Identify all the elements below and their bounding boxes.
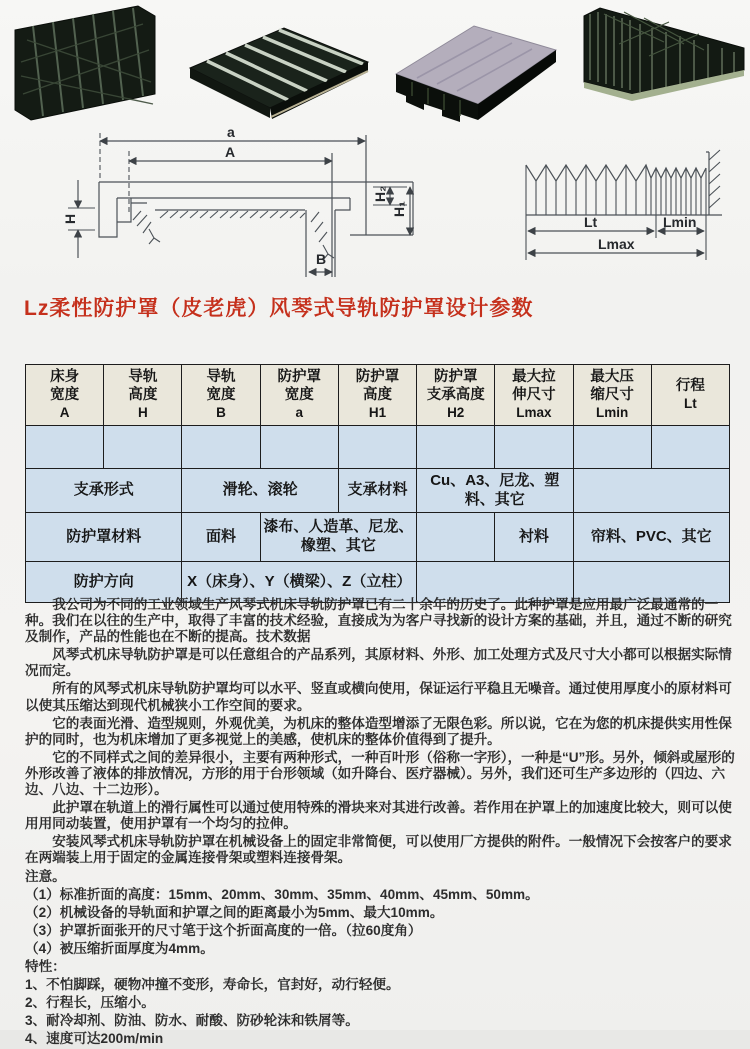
header-cell: 防护罩 高度 H1	[338, 365, 416, 426]
feature-item: 1、不怕脚踩，硬物冲撞不变形，寿命长，官封好，动行轻便。	[25, 977, 400, 993]
flat-top-bellows-photo	[172, 20, 372, 120]
table-cell: 漆布、人造革、尼龙、橡塑、其它	[260, 513, 416, 562]
cross-section-diagram	[55, 125, 475, 295]
table-header-row	[26, 365, 730, 426]
header-cell: 最大拉 伸尺寸 Lmax	[495, 365, 573, 426]
feature-item: 4、速度可达200m/min	[25, 1031, 164, 1047]
paragraph: 它的不同样式之间的差异很小，主要有两种形式，一种百叶形（俗称一字形），一种是“U”形。另外，倾斜或屋形的外形改善了液体的排放情况，方形的用于台形领域（如升降台、医疗器械）。另外，我们还可生产多边形的（四边、六边、八边、十二边形）。	[25, 749, 735, 798]
features-heading: 特性：	[25, 958, 66, 974]
table-cell: 防护方向	[26, 562, 182, 603]
gray-top-bellows-photo	[382, 12, 567, 124]
table-cell: 帘料、PVC、其它	[573, 513, 729, 562]
empty-cell	[26, 426, 104, 469]
header-cell: 导轨 高度 H	[104, 365, 182, 426]
note-item: （2）机械设备的导轨面和护罩之间的距离最小为5mm、最大10mm。	[25, 904, 444, 920]
table-cell: X（床身）、Y（横梁）、Z（立柱）	[182, 562, 417, 603]
spec-table	[25, 364, 730, 603]
table-cell	[417, 513, 495, 562]
header-cell: 床身 宽度 A	[26, 365, 104, 426]
feature-item: 2、行程长，压缩小。	[25, 995, 155, 1011]
table-cell: 滑轮、滚轮	[182, 469, 338, 513]
dim-label-B: B	[316, 251, 327, 267]
bellows-profile-diagram	[498, 148, 738, 283]
empty-cell	[182, 426, 260, 469]
feature-item: 3、耐冷却剂、防油、防水、耐酸、防砂轮沫和铁屑等。	[25, 1013, 359, 1029]
dim-label-H1: H₁	[391, 201, 407, 217]
table-cell: 支承材料	[338, 469, 416, 513]
note-item: （4）被压缩折面厚度为4mm。	[25, 940, 214, 956]
dim-label-Lt: Lt	[584, 214, 598, 230]
empty-cell	[573, 426, 651, 469]
note-item: （1）标准折面的高度：15mm、20mm、30mm、35mm、40mm、45mm、50mm。	[25, 886, 539, 902]
table-cell: 衬料	[495, 513, 573, 562]
table-row-material	[26, 513, 730, 562]
expanded-bellows-side-photo	[3, 2, 168, 122]
page-title: Lz柔性防护罩（皮老虎）风琴式导轨防护罩设计参数	[24, 297, 534, 320]
paragraph: 我公司为不同的工业领域生产风琴式机床导轨防护罩已有二十余年的历史了。此种护罩是应用最广泛最通常的一种。我们在以往的生产中，取得了丰富的技术经验，直接成为为客户寻找新的设计方案的基础，并且，通过不断的研究及制作，产品的性能也在不断的提高。技术数据	[25, 597, 732, 645]
empty-cell	[417, 426, 495, 469]
paragraph: 所有的风琴式机床导轨防护罩均可以水平、竖直或横向使用，保证运行平稳且无噪音。通过使用厚度小的原材料可以使其压缩达到现代机械狭小工作空间的要求。	[25, 681, 732, 713]
dim-label-A: A	[225, 144, 236, 160]
dim-label-H2: H₂	[372, 185, 388, 202]
empty-cell	[260, 426, 338, 469]
header-cell: 最大压 缩尺寸 Lmin	[573, 365, 651, 426]
paragraph: 安装风琴式机床导轨防护罩在机械设备上的固定非常简便，可以使用厂方提供的附件。一般情况下会按客户的要求在两端装上用于固定的金属连接骨架或塑料连接骨架。	[25, 834, 732, 866]
table-empty-row	[26, 426, 730, 469]
paragraph: 此护罩在轨道上的滑行属性可以通过使用特殊的滑块来对其进行改善。若作用在护罩上的加速度比较大，则可以使用用同动装置，使用护罩有一个均匀的拉伸。	[25, 800, 732, 832]
dim-label-Lmax: Lmax	[598, 236, 635, 252]
table-cell	[573, 469, 729, 513]
empty-cell	[495, 426, 573, 469]
long-rail-bellows-photo	[574, 2, 750, 117]
header-cell: 防护罩 支承高度 H2	[417, 365, 495, 426]
empty-cell	[651, 426, 729, 469]
note-item: （3）护罩折面张开的尺寸笔于这个折面高度的一倍。（拉60度角）	[25, 922, 422, 938]
table-cell: 支承形式	[26, 469, 182, 513]
table-cell: Cu、A3、尼龙、塑料、其它	[417, 469, 573, 513]
body-text	[25, 597, 738, 1049]
header-cell: 行程 Lt	[651, 365, 729, 426]
dim-label-H: H	[62, 213, 78, 224]
header-cell: 导轨 宽度 B	[182, 365, 260, 426]
table-cell: 面料	[182, 513, 260, 562]
notes-heading: 注意。	[25, 868, 66, 884]
table-cell: 防护罩材料	[26, 513, 182, 562]
empty-cell	[338, 426, 416, 469]
dim-label-a: a	[227, 124, 235, 140]
dim-label-Lmin: Lmin	[663, 214, 697, 230]
header-cell: 防护罩 宽度 a	[260, 365, 338, 426]
table-row-support	[26, 469, 730, 513]
paragraph: 风琴式机床导轨防护罩是可以任意组合的产品系列，其原材料、外形、加工处理方式及尺寸大小都可以根据实际情况而定。	[25, 647, 732, 679]
paragraph: 它的表面光滑、造型规则，外观优美，为机床的整体造型增添了无限色彩。所以说，它在为您的机床提供实用性保护的同时，也为机床增加了更多视觉上的美感，使机床的整体价值得到了提升。	[25, 715, 732, 747]
empty-cell	[104, 426, 182, 469]
